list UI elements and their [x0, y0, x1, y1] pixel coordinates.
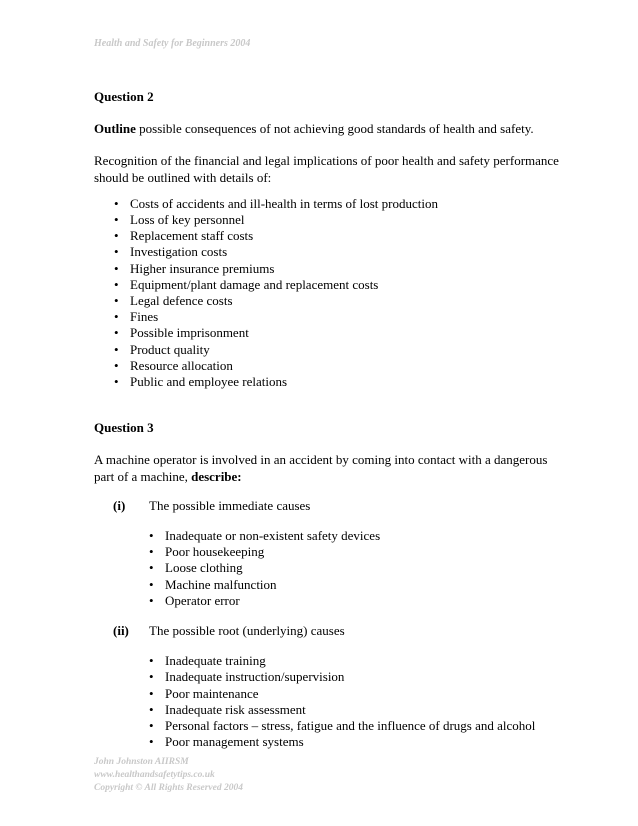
- part-ii: [94, 623, 564, 750]
- part-i: [94, 498, 564, 609]
- prompt-text: A machine operator is involved in an accident by coming into contact with a dangerous part of a machine,: [94, 452, 548, 484]
- list-item: • Public and employee relations: [114, 374, 564, 390]
- document-body: [94, 89, 564, 751]
- prompt-text: possible consequences of not achieving good standards of health and safety.: [135, 121, 534, 137]
- prompt-keyword: describe:: [191, 468, 242, 484]
- list-item: • Higher insurance premiums: [114, 261, 564, 277]
- question-2-prompt: [94, 121, 564, 137]
- page-footer: [94, 756, 243, 795]
- list-item: • Personal factors – stress, fatigue and the influence of drugs and alcohol: [149, 718, 564, 734]
- part-i-list: [149, 528, 564, 609]
- list-item: • Loss of key personnel: [114, 212, 564, 228]
- list-item: • Inadequate training: [149, 653, 564, 669]
- list-item: • Inadequate risk assessment: [149, 702, 564, 718]
- list-item: • Resource allocation: [114, 358, 564, 374]
- list-item: • Inadequate or non-existent safety devices: [149, 528, 564, 544]
- list-item: • Poor housekeeping: [149, 544, 564, 560]
- question-2-intro: Recognition of the financial and legal implications of poor health and safety performance should be outlined with details of:: [94, 153, 559, 185]
- part-i-label: (i): [113, 497, 126, 513]
- footer-author: John Johnston AIIRSM: [94, 757, 189, 767]
- list-item: • Replacement staff costs: [114, 228, 564, 244]
- part-i-heading: The possible immediate causes: [149, 497, 311, 513]
- page-header: Health and Safety for Beginners 2004: [94, 38, 251, 49]
- question-3-prompt: [94, 452, 564, 484]
- question-3-title: Question 3: [94, 420, 154, 436]
- footer-copyright: Copyright © All Rights Reserved 2004: [94, 783, 243, 793]
- question-2-list: [94, 196, 564, 390]
- list-item: • Costs of accidents and ill-health in terms of lost production: [114, 196, 564, 212]
- prompt-keyword: Outline: [94, 121, 136, 137]
- list-item: • Fines: [114, 309, 564, 325]
- list-item: • Equipment/plant damage and replacement costs: [114, 277, 564, 293]
- part-ii-heading: The possible root (underlying) causes: [149, 623, 345, 639]
- list-item: • Product quality: [114, 342, 564, 358]
- question-2-title: Question 2: [94, 89, 154, 104]
- list-item: • Possible imprisonment: [114, 325, 564, 341]
- list-item: • Legal defence costs: [114, 293, 564, 309]
- list-item: • Poor management systems: [149, 734, 564, 750]
- footer-website: www.healthandsafetytips.co.uk: [94, 770, 215, 780]
- list-item: • Machine malfunction: [149, 577, 564, 593]
- list-item: • Operator error: [149, 593, 564, 609]
- list-item: • Loose clothing: [149, 560, 564, 576]
- part-ii-list: [149, 653, 564, 750]
- list-item: • Investigation costs: [114, 244, 564, 260]
- list-item: • Inadequate instruction/supervision: [149, 669, 564, 685]
- list-item: • Poor maintenance: [149, 686, 564, 702]
- part-ii-label: (ii): [113, 623, 129, 639]
